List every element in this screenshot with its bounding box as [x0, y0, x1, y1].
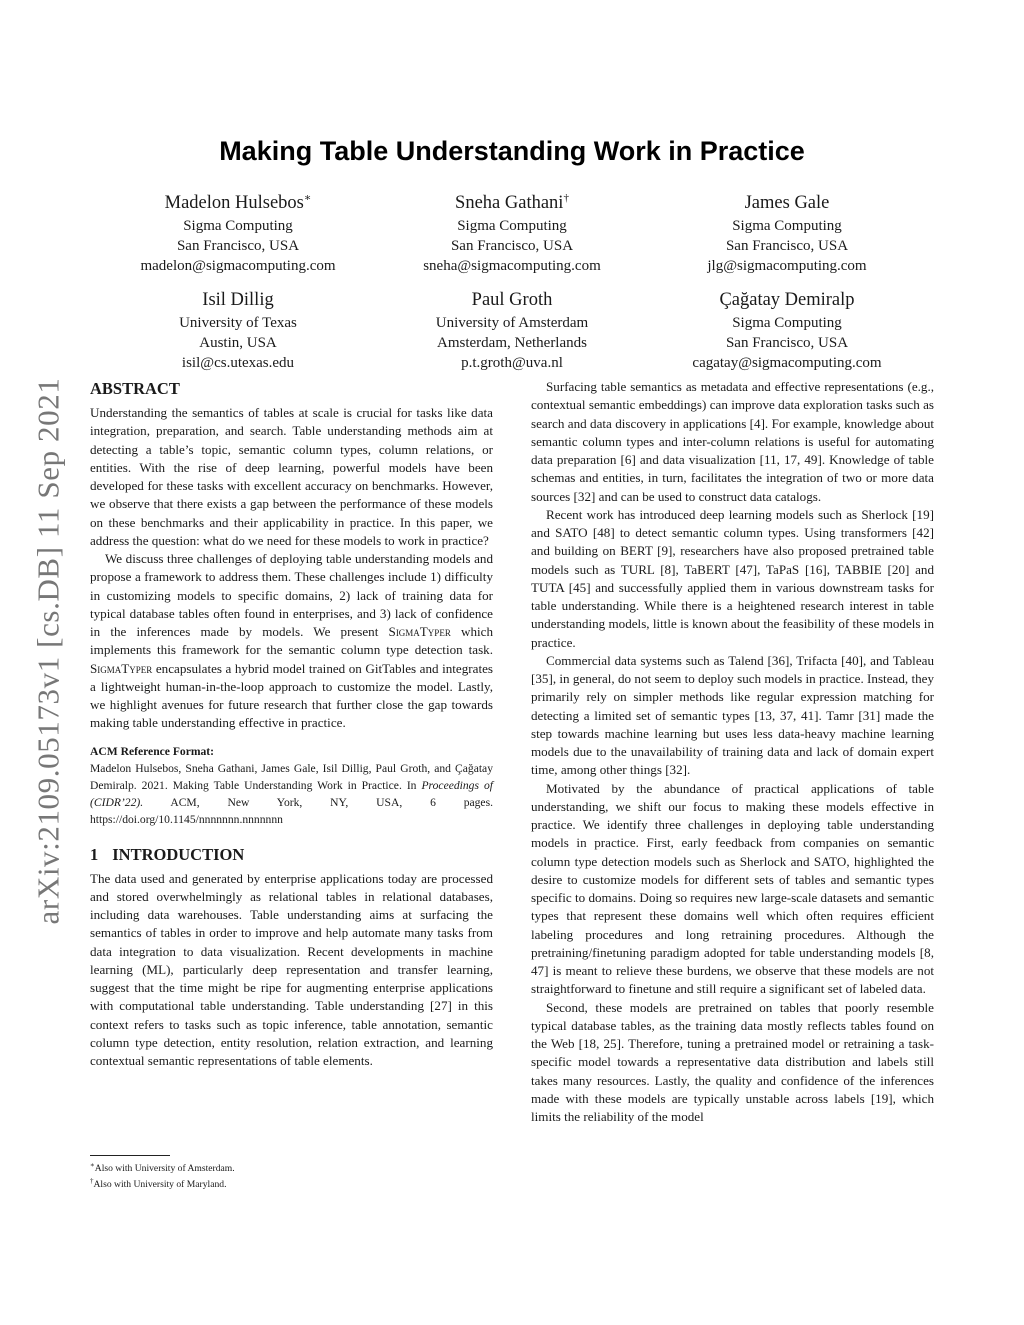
author-affiliation: Sigma Computing: [457, 218, 567, 235]
author-block: [374, 282, 650, 373]
footnotes: [90, 1155, 490, 1191]
author-location: San Francisco, USA: [450, 238, 574, 255]
author-name: James Gale: [744, 193, 830, 214]
footnote: †Also with University of Maryland.: [90, 1177, 227, 1191]
author-location: San Francisco, USA: [725, 238, 849, 255]
abstract-paragraph: We discuss three challenges of deploying table understanding models and propose a framework to address them. These challenges include 1) difficulty in customizing models to specific domains, 2) lack of training data for typical database tables often found in enterprises, and 3) lack of confidence in the inferences made by models. We present SigmaTyper which implements this framework for the semantic column type detection task. SigmaTyper encapsulates a hybrid model trained on GitTables and integrates a lightweight human-in-the-loop approach to customize the model. Lastly, we highlight avenues for future research that further close the gap towards making table understanding effective in practice.: [90, 551, 493, 731]
author-block: [100, 282, 376, 373]
author-block: [649, 282, 925, 373]
introduction-heading: 1 INTRODUCTION: [90, 844, 245, 864]
footnote: ∗Also with University of Amsterdam.: [90, 1161, 235, 1175]
author-name: Çağatay Demiralp: [719, 290, 855, 311]
body-paragraph: Recent work has introduced deep learning models such as Sherlock [19] and SATO [48] to detect semantic column types. Using transformers [42] and building on BERT [9], researchers have also proposed pretrained table models such as TURL [8], TaBERT [47], TaPaS [16], TABBIE [20] and TUTA [45] and successfully applied them in various downstream tasks for table understanding. While there is a heightened research interest in table understanding models, little is known about the feasibility of these models in practice.: [531, 506, 934, 650]
author-email: cagatay@sigmacomputing.com: [692, 355, 882, 372]
author-affiliation: Sigma Computing: [732, 218, 842, 235]
abstract-heading: ABSTRACT: [90, 379, 180, 398]
body-paragraph: Commercial data systems such as Talend [36], Trifacta [40], and Tableau [35], in general, do not seem to deploy such models in practice. Instead, they primarily rely on simpler methods like regular expression matching for detecting a limited set of semantic types [13, 37, 41]. Tamr [31] made the step towards machine learning but uses less data-heavy machine learning models due to the unavailability of training data and lack of domain expert time, among other things [32].: [531, 652, 934, 778]
author-email: p.t.groth@uva.nl: [461, 355, 563, 372]
author-email: madelon@sigmacomputing.com: [140, 258, 336, 275]
author-block: [100, 185, 376, 276]
author-affiliation: University of Texas: [179, 315, 297, 332]
right-column: [531, 378, 934, 1126]
author-email: isil@cs.utexas.edu: [181, 355, 295, 372]
author-location: Amsterdam, Netherlands: [437, 335, 587, 352]
author-name: Isil Dillig: [202, 290, 274, 311]
introduction-paragraph: The data used and generated by enterprise applications today are processed and stored overwhelmingly as relational tables in relational databases, including data warehouses. Table understanding aims at surfacing the semantics of tables in order to improve and help automate many tasks from data integration to data visualization. Recent developments in machine learning (ML), particularly deep representation and transfer learning, suggest that the time might be ripe for augmenting enterprise applications with computational table understanding. Table understanding [27] in this context refers to tasks such as topic inference, table annotation, semantic column type detection, entity resolution, relation extraction, and learning contextual semantic representations of table elements.: [90, 870, 493, 1068]
footnote-rule: [90, 1155, 170, 1156]
arxiv-identifier: [28, 356, 68, 946]
left-column: [90, 378, 493, 1070]
author-email: sneha@sigmacomputing.com: [423, 258, 601, 275]
arxiv-id-text: arXiv:2109.05173v1 [cs.DB] 11 Sep 2021: [30, 377, 66, 925]
author-email: jlg@sigmacomputing.com: [707, 258, 867, 275]
author-affiliation: University of Amsterdam: [435, 315, 589, 332]
author-block: [374, 185, 650, 276]
author-name: Sneha Gathani†: [455, 192, 569, 214]
author-location: Austin, USA: [199, 335, 277, 352]
system-name: SigmaTyper: [90, 660, 153, 676]
author-location: San Francisco, USA: [176, 238, 300, 255]
paper-title: Making Table Understanding Work in Practice: [219, 136, 805, 166]
author-location: San Francisco, USA: [725, 335, 849, 352]
author-affiliation: Sigma Computing: [732, 315, 842, 332]
body-paragraph: Surfacing table semantics as metadata and effective representations (e.g., contextual semantic embeddings) can improve data exploration tasks such as search and data discovery in applications [4]. For example, knowledge about semantic column types and inter-column relations is useful for automating data preparation [6] and data visualization [11, 17, 49]. Knowledge of table schemas and entities, in turn, facilitates the integration of two or more data sources [32] and can be used to construct data catalogs.: [531, 379, 934, 504]
author-block: [649, 185, 925, 276]
author-name: Madelon Hulsebos∗: [164, 192, 312, 214]
author-affiliation: Sigma Computing: [183, 218, 293, 235]
acm-reference: [90, 743, 493, 828]
system-name: SigmaTyper: [388, 624, 451, 639]
body-paragraph: Motivated by the abundance of practical applications of table understanding, we shift our focus to making these models effective in practice. We identify three challenges in deploying table understanding models in practice. First, early feedback from companies on semantic column type detection models such as Sherlock and SATO, highlighted the desire to customize models for different sets of tables and semantic types specific to domains. Doing so requires new large-scale datasets and semantic types that represent these domains well which often requires efficient labeling procedures and long retraining procedures. Although the pretraining/finetuning paradigm adopted for table understanding models [8, 47] is meant to relieve these burdens, we observe that these models are not straightforward to finetune and still require a significant set of labeled data.: [531, 780, 934, 997]
abstract-paragraph: Understanding the semantics of tables at scale is crucial for tasks like data integration, preparation, and search. Table understanding methods aim at detecting a table’s topic, semantic column types, column relations, or entities. With the rise of deep learning, powerful models have been developed for these tasks with excellent accuracy on benchmarks. However, we observe that there exists a gap between the performance of these models on these benchmarks and their applicability in practice. In this paper, we address the question: what do we need for these models to work in practice?: [90, 405, 493, 548]
author-name: Paul Groth: [471, 290, 553, 311]
acm-reference-heading: ACM Reference Format:: [90, 744, 215, 758]
acm-reference-text: Madelon Hulsebos, Sneha Gathani, James Gale, Isil Dillig, Paul Groth, and Çağatay Demiralp. 2021. Making Table Understanding Work in Practice. In Proceedings of (CIDR’22). ACM, New York, NY, USA, 6 pages. https://doi.org/10.1145/nnnnnnn.nnnnnnn: [90, 761, 493, 826]
body-paragraph: Second, these models are pretrained on tables that poorly resemble typical database tables, as the training data mostly reflects tables found on the Web [18, 25]. Therefore, tuning a pretrained model or retraining a task-specific model towards a representative data distribution and labels still takes many resources. Lastly, the quality and confidence of the inferences made with these models are typically unstable across labels [19], which limits the reliability of the model: [531, 999, 934, 1124]
